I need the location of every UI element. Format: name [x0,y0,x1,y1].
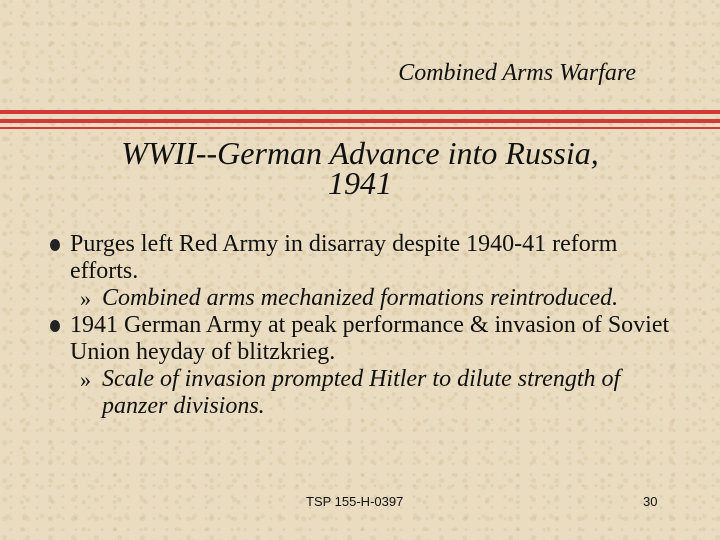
slide-title [40,135,680,201]
sub-bullet-marker-icon: » [80,286,91,311]
header-divider-bottom [0,127,720,129]
bullet-dot-icon [50,320,60,332]
section-title: Combined Arms Warfare [398,60,636,86]
header-divider-top [0,110,720,114]
sub-bullet-item [80,366,688,420]
sub-bullet-text: Scale of invasion prompted Hitler to dilute strength of panzer divisions. [102,366,621,419]
sub-bullet-marker-icon: » [80,367,91,392]
bullet-text: 1941 German Army at peak performance & invasion of Soviet Union heyday of blitzkrieg. [70,312,670,365]
header-divider-middle [0,119,720,123]
sub-bullet-item [80,285,688,312]
bullet-item [48,312,688,366]
page-number: 30 [643,494,658,509]
slide-title-line-1: WWII--German Advance into Russia, [121,135,599,171]
bullet-dot-icon [50,239,60,251]
sub-bullet-text: Combined arms mechanized formations reintroduced. [102,285,619,311]
bullet-text: Purges left Red Army in disarray despite 1940-41 reform efforts. [70,231,618,284]
footer-doc-id: TSP 155-H-0397 [306,494,404,509]
bullet-list [48,231,688,420]
bullet-item [48,231,688,285]
slide-title-line-2: 1941 [328,165,392,201]
